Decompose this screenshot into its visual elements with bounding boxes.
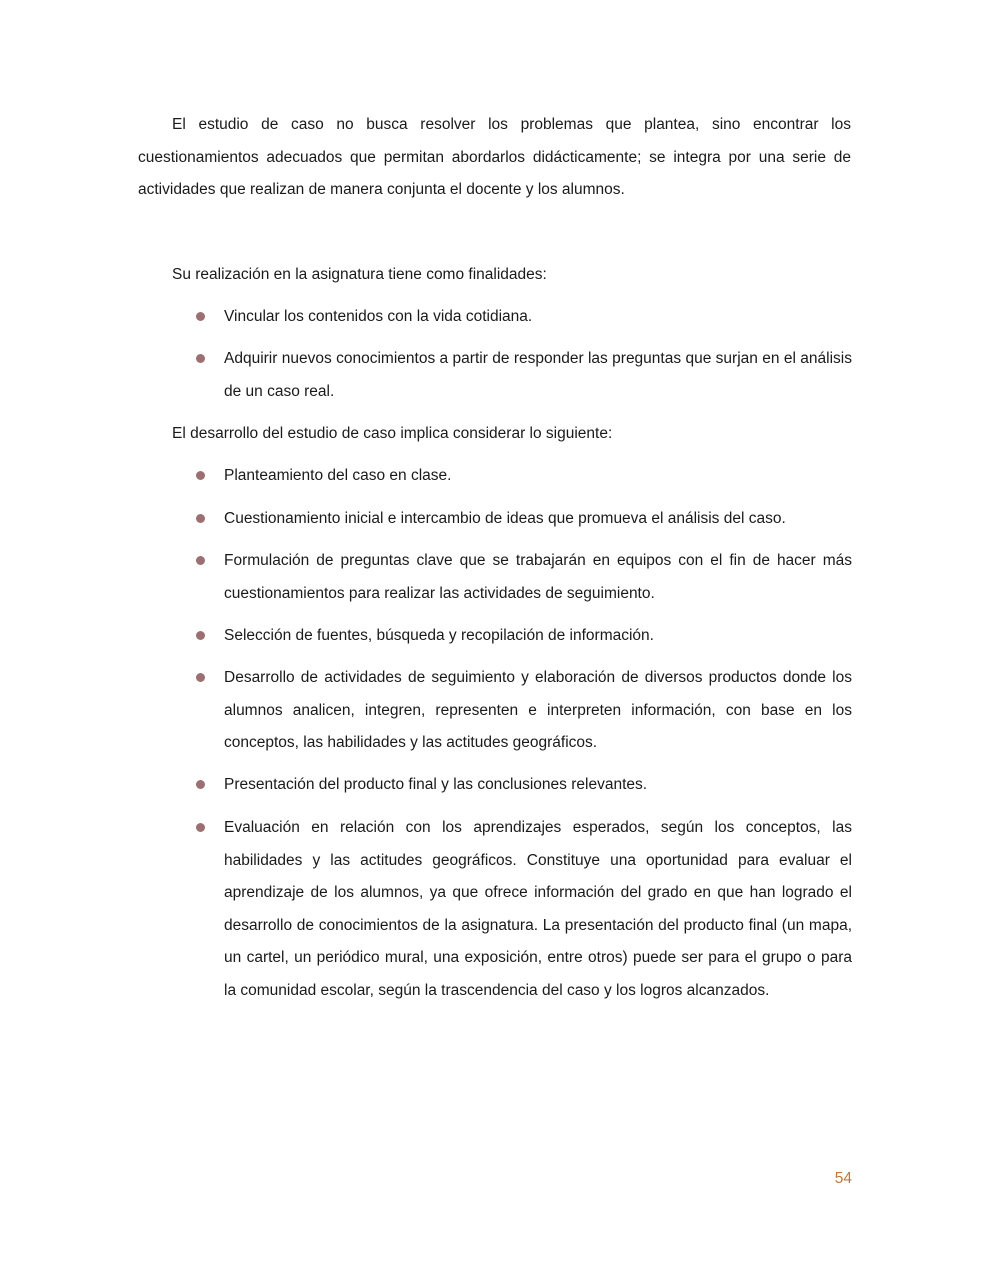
bullet-icon	[196, 514, 205, 523]
list-item	[224, 343, 852, 408]
list-item-text: Cuestionamiento inicial e intercambio de ideas que promueva el análisis del caso.	[224, 510, 786, 527]
list-item	[224, 301, 852, 334]
list-item-text: Vincular los contenidos con la vida cotidiana.	[224, 308, 533, 325]
bullet-icon	[196, 673, 205, 682]
bullet-icon	[196, 780, 205, 789]
bullet-icon	[196, 556, 205, 565]
list-item	[224, 769, 852, 802]
list-item	[224, 620, 852, 653]
list-item-text: Planteamiento del caso en clase.	[224, 467, 452, 484]
bullet-icon	[196, 631, 205, 640]
desarrollo-lead: El desarrollo del estudio de caso implica considerar lo siguiente:	[172, 425, 613, 442]
page-number: 54	[834, 1170, 852, 1187]
list-item	[224, 812, 852, 1007]
bullet-icon	[196, 823, 205, 832]
bullet-icon	[196, 471, 205, 480]
list-item-text: Formulación de preguntas clave que se trabajarán en equipos con el fin de hacer más cuestionamientos para realizar las actividades de seguimiento.	[224, 552, 852, 602]
list-item-text: Evaluación en relación con los aprendizajes esperados, según los conceptos, las habilidades y las actitudes geográficos. Constituye una oportunidad para evaluar el aprendizaje de los alumnos, ya que ofrece información del grado en que han logrado el desarrollo de conocimientos de la asignatura. La presentación del producto final (un mapa, un cartel, un periódico mural, una exposición, entre otros) puede ser para el grupo o para la comunidad escolar, según la trascendencia del caso y los logros alcanzados.	[224, 819, 852, 999]
list-item	[224, 503, 852, 536]
list-item	[224, 460, 852, 493]
list-item-text: Desarrollo de actividades de seguimiento y elaboración de diversos productos donde los alumnos analicen, integren, representen e interpreten información, con base en los conceptos, las habilidades y las actitudes geográficos.	[224, 669, 852, 751]
list-item-text: Presentación del producto final y las conclusiones relevantes.	[224, 776, 648, 793]
list-item	[224, 662, 852, 760]
bullet-icon	[196, 354, 205, 363]
intro-paragraph: El estudio de caso no busca resolver los problemas que plantea, sino encontrar los cuestionamientos adecuados que permitan abordarlos didácticamente; se integra por una serie de actividades que realizan de manera conjunta el docente y los alumnos.	[138, 116, 851, 198]
list-item-text: Selección de fuentes, búsqueda y recopilación de información.	[224, 627, 654, 644]
list-item-text: Adquirir nuevos conocimientos a partir de responder las preguntas que surjan en el análisis de un caso real.	[224, 350, 852, 400]
list-item	[224, 545, 852, 610]
finalidades-lead: Su realización en la asignatura tiene como finalidades:	[172, 266, 547, 283]
bullet-icon	[196, 312, 205, 321]
